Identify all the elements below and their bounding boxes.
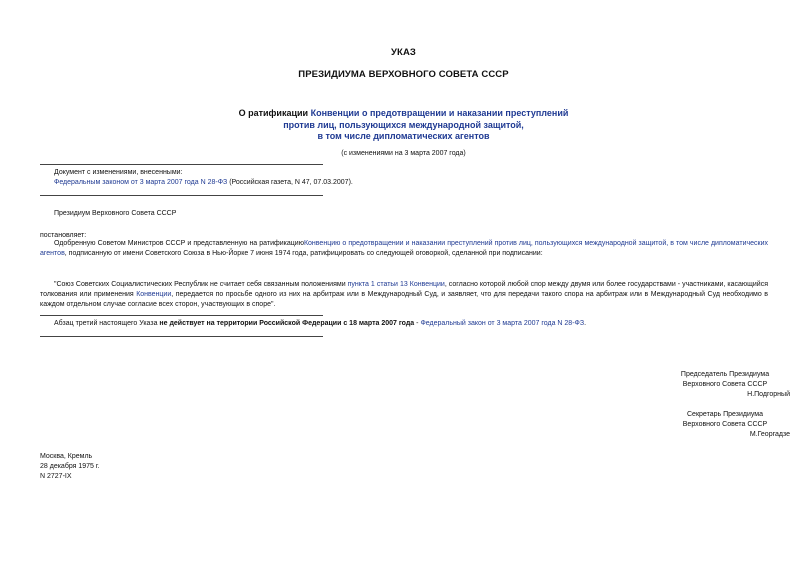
chairman-name: Н.Подгорный [747,391,790,398]
issue-info [40,452,100,482]
convention-link-line3[interactable]: в том числе дипломатических агентов [317,131,490,141]
note-end: . [584,320,587,327]
chairman-title-2: Верховного Совета СССР [682,381,768,388]
ratification-paragraph [40,239,768,259]
changes-bottom-rule [40,195,323,196]
note-law-link[interactable]: Федеральный закон от 3 марта 2007 года N 28-ФЗ [420,320,585,327]
subject-prefix: О ратификации [238,108,311,118]
note-start: Абзац третий настоящего Указа [54,320,160,327]
issue-date: 28 декабря 1975 г. [40,463,100,470]
law-source: (Российская газета, N 47, 07.03.2007). [227,179,353,186]
secretary-signature [660,410,790,440]
quote-start: "Союз Советских Социалистических Республик не считает себя связанным положениями [54,281,348,288]
doc-title-presidium: ПРЕЗИДИУМА ВЕРХОВНОГО СОВЕТА СССР [298,69,509,80]
changes-intro: Документ с изменениями, внесенными: [54,169,183,176]
article-13-link[interactable]: пункта 1 статьи 13 Конвенции [347,281,445,288]
chairman-title-1: Председатель Президиума [680,371,770,378]
changes-box [54,168,754,188]
validity-note [54,319,794,329]
quote-end: , передается по просьбе одного из них на арбитраж или в Международный Суд, и заявляет, что для передачи такого спора на арбитраж или в Международный Суд необходимо в каждом отдельном случае согласие всех сторон, участвующих в споре". [40,291,768,308]
secretary-title-1: Секретарь Президиума [687,411,763,418]
issue-number: N 2727-IX [40,473,72,480]
presidium-label: Президиум Верховного Совета СССР [54,210,177,217]
convention-short-link[interactable]: Конвенции [136,291,172,298]
quote-mid: , согласно которой любой спор между двумя или более государствами - участниками, касающийся толкования или применения [40,281,768,298]
law-28fz-link[interactable]: Федеральным законом от 3 марта 2007 года N 28-ФЗ [54,179,228,186]
convention-link-line1[interactable]: Конвенции о предотвращении и наказании преступлений [310,108,569,118]
convention-full-link[interactable]: Конвенцию о предотвращении и наказании преступлений против лиц, пользующихся международной защитой, в том числе дипломатических агентов [40,240,768,257]
secretary-title-2: Верховного Совета СССР [682,421,768,428]
note-top-rule [40,315,323,316]
chairman-signature [660,370,790,400]
reservation-paragraph [40,280,768,310]
note-bold: не действует на территории Российской Федерации с 18 марта 2007 года [159,320,415,327]
changes-top-rule [40,164,323,165]
para1-end: , подписанную от имени Советского Союза в Нью-Йорке 7 июня 1974 года, ратифицировать со следующей оговоркой, сделанной при подписании: [64,250,543,257]
note-dash: - [414,320,421,327]
note-bottom-rule [40,336,323,337]
resolves-label: постановляет: [40,232,87,239]
doc-title-ukaz: УКАЗ [391,47,416,58]
convention-link-line2[interactable]: против лиц, пользующихся международной защитой, [283,119,524,130]
issue-place: Москва, Кремль [40,453,93,460]
amended-note: (с изменениями на 3 марта 2007 года) [341,150,466,157]
para1-start: Одобренную Советом Министров СССР и представленную на ратификацию [54,240,304,247]
doc-subject [0,108,807,143]
secretary-name: М.Георгадзе [749,431,790,438]
